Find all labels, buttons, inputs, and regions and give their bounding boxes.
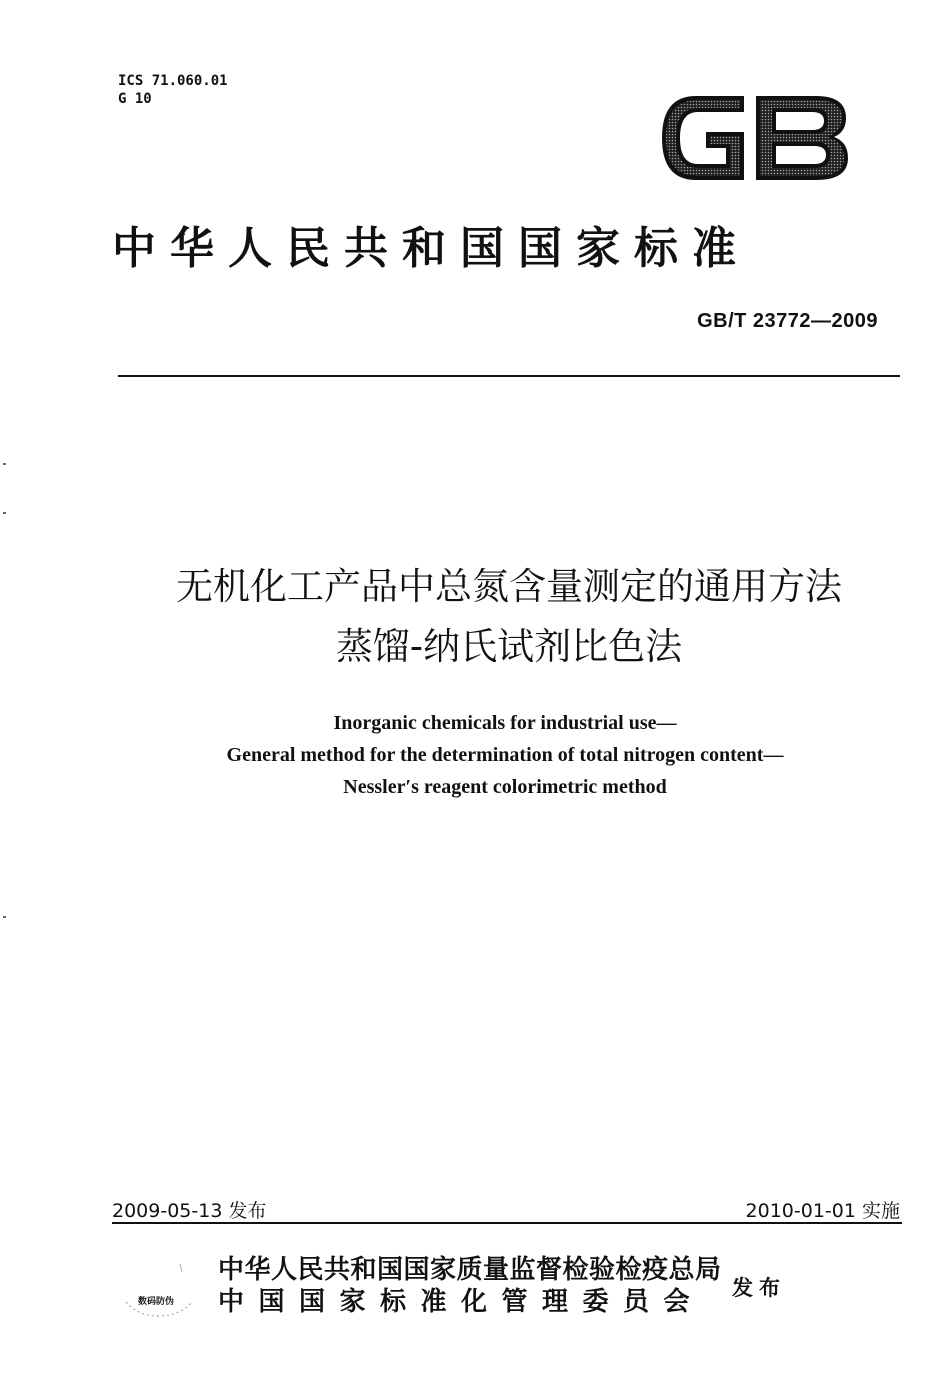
title-zh-line-1: 无机化工产品中总氮含量测定的通用方法 <box>176 565 842 608</box>
anti-counterfeit-label: 数码防伪 <box>138 1297 175 1307</box>
footer-divider <box>112 1222 902 1224</box>
national-standard-title: 中华人民共和国国家标准 <box>112 223 750 274</box>
gb-logo-icon <box>656 88 852 188</box>
anti-counterfeit-icon <box>118 1258 198 1320</box>
margin-mark <box>3 916 6 918</box>
classification-codes <box>118 72 228 108</box>
title-zh-line-2: 蒸馏-纳氏试剂比色法 <box>335 625 683 668</box>
standard-number: GB/T 23772—2009 <box>697 310 878 332</box>
margin-mark <box>3 463 6 465</box>
title-en-line-3: Nessler′s reagent colorimetric method <box>343 776 667 798</box>
publish-label: 发布 <box>732 1275 786 1300</box>
ccs-code: G 10 <box>118 91 152 107</box>
implementation-date: 2010-01-01 实施 <box>745 1200 900 1222</box>
gb-logo <box>656 88 852 188</box>
header-divider <box>118 375 900 377</box>
title-en-line-2: General method for the determination of total nitrogen content— <box>226 744 784 766</box>
margin-mark <box>3 512 6 514</box>
title-en-line-1: Inorganic chemicals for industrial use— <box>333 712 677 734</box>
issuer-sac: 中国国家标准化管理委员会 <box>218 1287 705 1317</box>
issue-date: 2009-05-13 发布 <box>112 1200 267 1222</box>
issuer-aqsiq: 中华人民共和国国家质量监督检验检疫总局 <box>218 1255 722 1285</box>
anti-counterfeit-seal <box>118 1258 198 1320</box>
ics-code: ICS 71.060.01 <box>118 73 228 89</box>
